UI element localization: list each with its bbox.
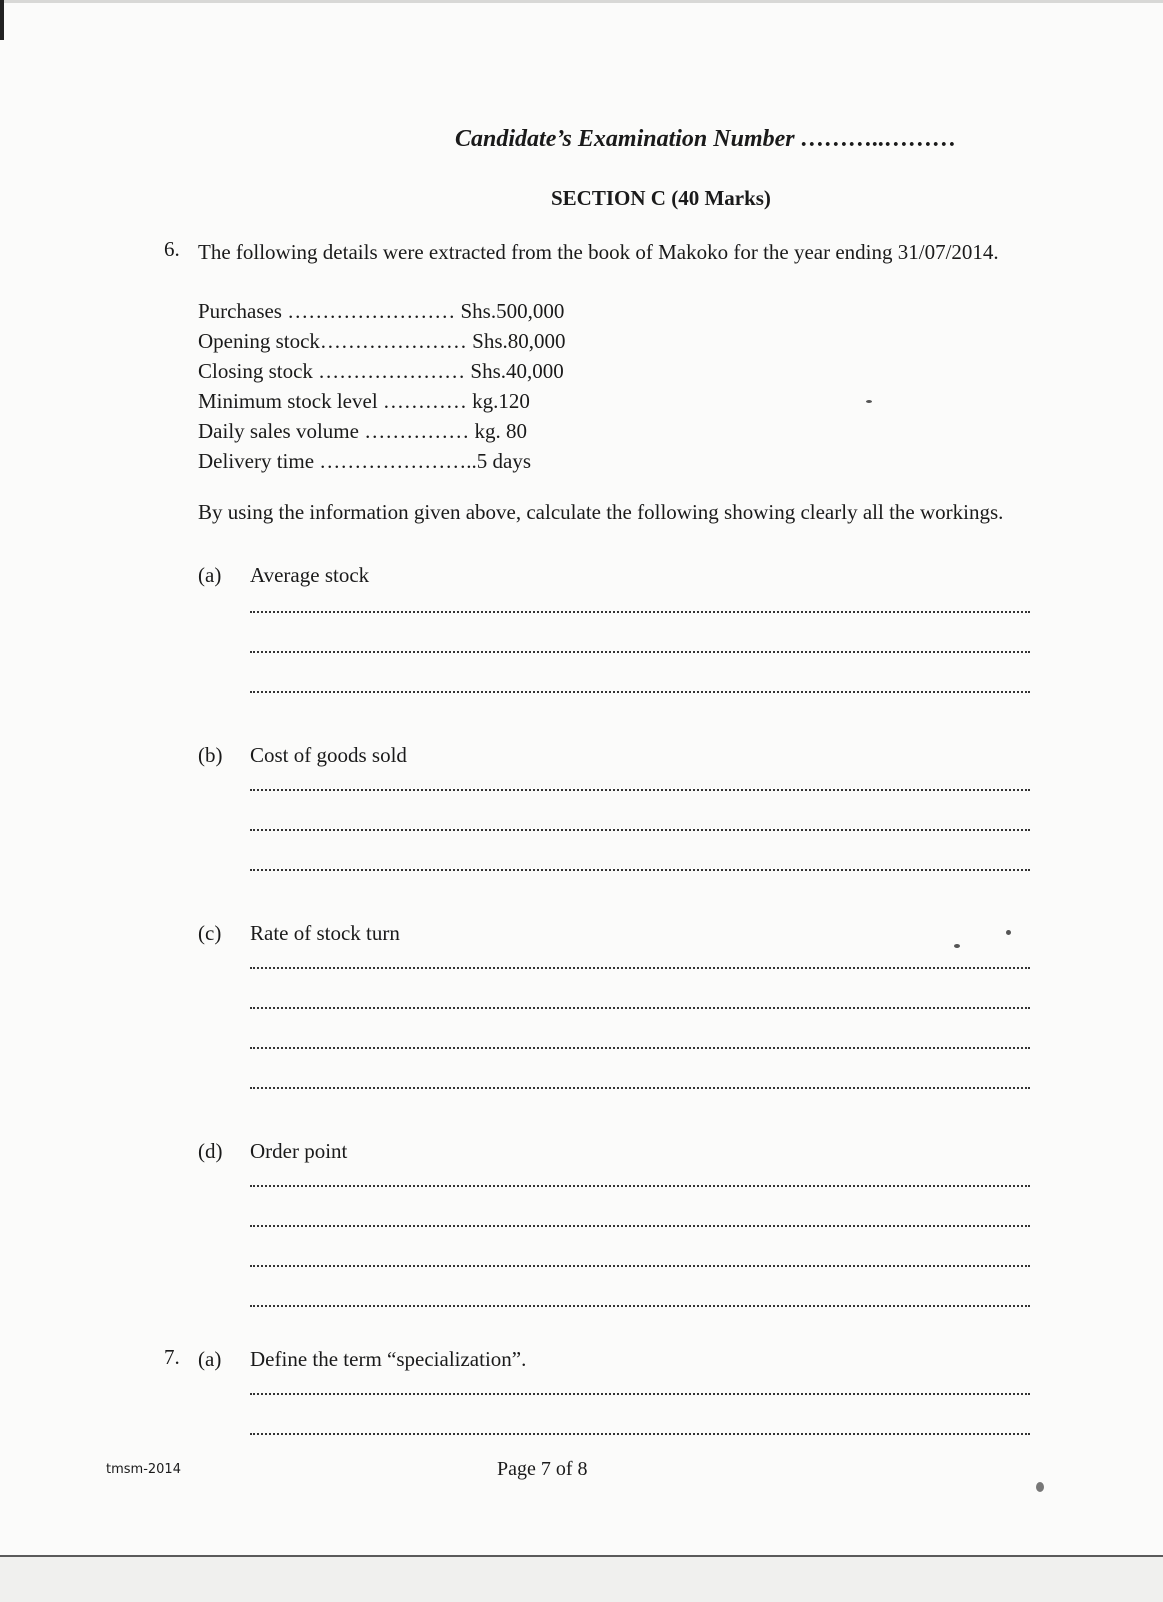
question-7-number: 7. (164, 1345, 180, 1369)
answer-line[interactable] (250, 611, 1030, 613)
detail-delivery-time: Delivery time …………………..5 days (198, 449, 532, 473)
answer-line[interactable] (250, 1225, 1030, 1227)
part-a-label: (a) (198, 563, 222, 587)
answer-line[interactable] (250, 1087, 1030, 1089)
part-c-label: (c) (198, 921, 222, 945)
answer-line[interactable] (250, 869, 1030, 871)
scan-edge-bottom (0, 1555, 1163, 1602)
question-6-number: 6. (164, 237, 180, 261)
detail-daily-sales-volume: Daily sales volume …………… kg. 80 (198, 419, 527, 443)
candidate-number-label: Candidate’s Examination Number ………..……… (455, 126, 957, 152)
scan-speck (1006, 930, 1011, 935)
answer-line[interactable] (250, 1185, 1030, 1187)
detail-opening-stock: Opening stock………………… Shs.80,000 (198, 329, 566, 353)
question-6-instruction: By using the information given above, calculate the following showing clearly all the workings. (198, 500, 1004, 524)
scan-speck (1036, 1482, 1044, 1492)
part-c-text: Rate of stock turn (250, 921, 400, 945)
question-7-part-a-label: (a) (198, 1347, 222, 1371)
answer-line[interactable] (250, 1305, 1030, 1307)
detail-purchases: Purchases …………………… Shs.500,000 (198, 299, 565, 323)
scan-edge-left (0, 0, 4, 40)
part-d-text: Order point (250, 1139, 348, 1163)
answer-line[interactable] (250, 1433, 1030, 1435)
answer-line[interactable] (250, 651, 1030, 653)
footer-code: tmsm-2014 (106, 1462, 181, 1477)
answer-line[interactable] (250, 691, 1030, 693)
part-d-label: (d) (198, 1139, 223, 1163)
question-7-part-a-text: Define the term “specialization”. (250, 1347, 527, 1371)
scan-edge-top (0, 0, 1163, 3)
answer-line[interactable] (250, 1047, 1030, 1049)
page-number: Page 7 of 8 (497, 1458, 588, 1480)
answer-line[interactable] (250, 1393, 1030, 1395)
part-b-label: (b) (198, 743, 223, 767)
part-b-text: Cost of goods sold (250, 743, 407, 767)
answer-line[interactable] (250, 1007, 1030, 1009)
section-title: SECTION C (40 Marks) (551, 186, 771, 210)
answer-line[interactable] (250, 789, 1030, 791)
detail-minimum-stock-level: Minimum stock level ………… kg.120 (198, 389, 530, 413)
scan-speck (866, 400, 872, 403)
answer-line[interactable] (250, 967, 1030, 969)
answer-line[interactable] (250, 829, 1030, 831)
part-a-text: Average stock (250, 563, 370, 587)
answer-line[interactable] (250, 1265, 1030, 1267)
scan-speck (954, 944, 960, 948)
question-6-intro: The following details were extracted from the book of Makoko for the year ending 31/07/2014. (198, 240, 999, 264)
detail-closing-stock: Closing stock ………………… Shs.40,000 (198, 359, 564, 383)
